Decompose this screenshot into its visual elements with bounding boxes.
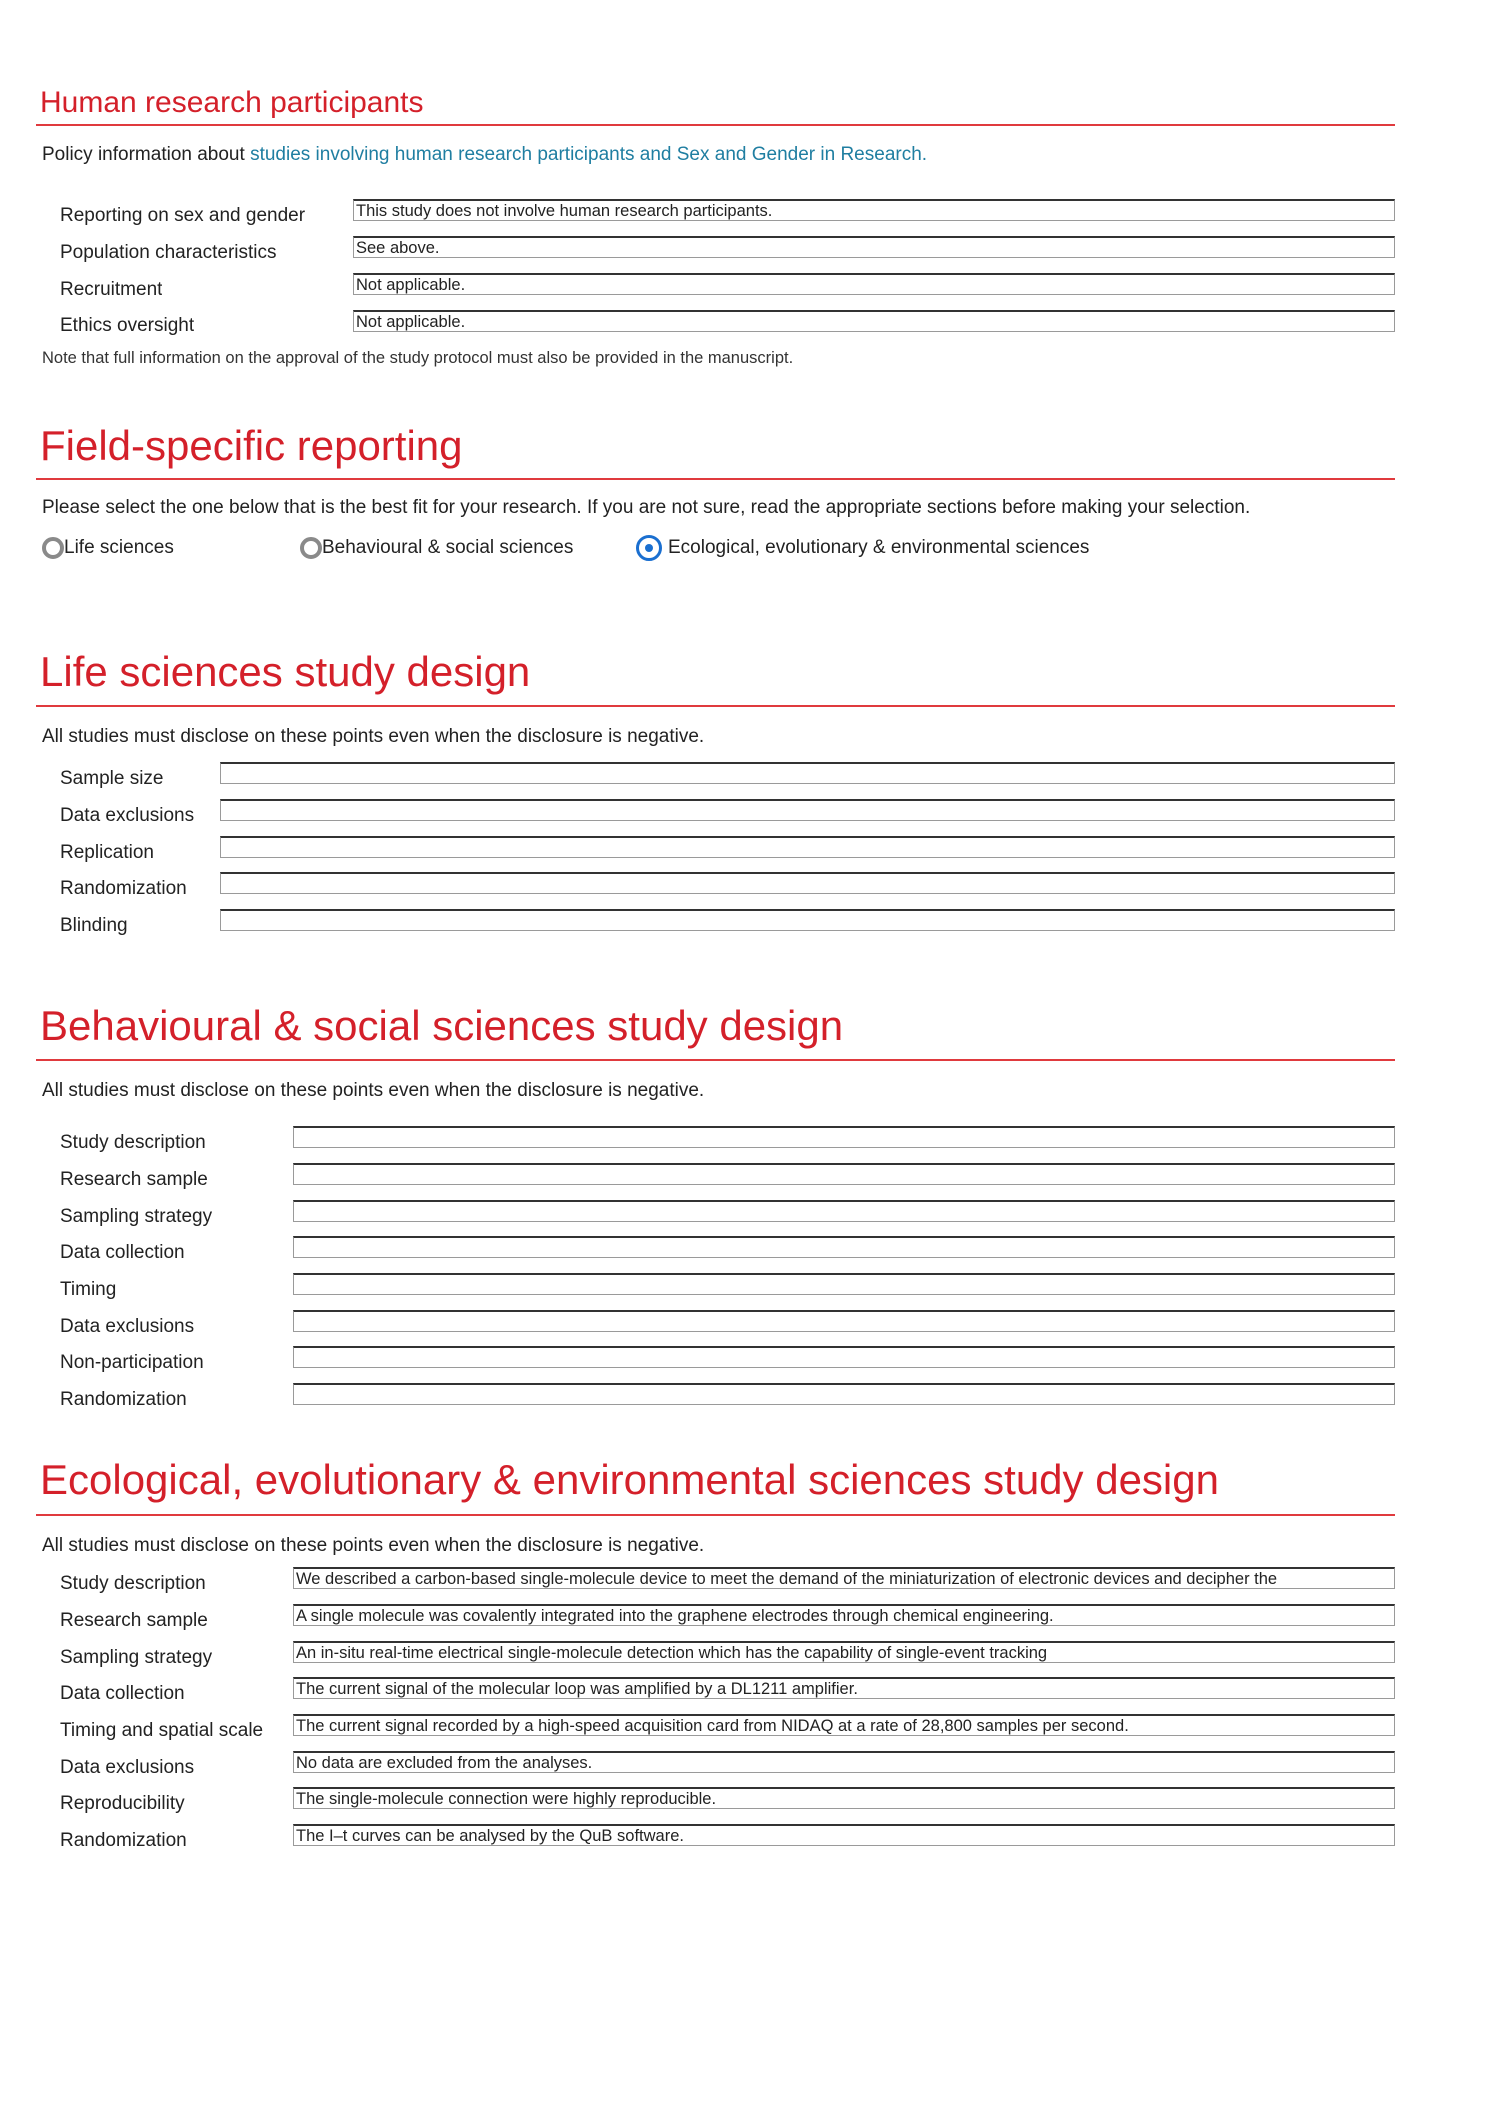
radio-unchecked-icon xyxy=(300,537,322,559)
field-reporting-sex-gender[interactable]: This study does not involve human research participants. xyxy=(353,199,1395,221)
section-divider xyxy=(36,705,1395,707)
field-research-sample[interactable] xyxy=(293,1163,1395,1185)
label-study-description: Study description xyxy=(60,1573,206,1593)
field-data-exclusions[interactable] xyxy=(293,1310,1395,1332)
label-recruitment: Recruitment xyxy=(60,279,163,299)
field-sample-size[interactable] xyxy=(220,762,1395,784)
label-replication: Replication xyxy=(60,842,154,862)
field-randomization[interactable] xyxy=(220,872,1395,894)
field-study-description[interactable]: We described a carbon-based single-molecule device to meet the demand of the miniaturization of electronic devices and decipher the xyxy=(293,1567,1395,1589)
field-replication[interactable] xyxy=(220,836,1395,858)
label-data-exclusions: Data exclusions xyxy=(60,1757,195,1777)
field-data-exclusions[interactable] xyxy=(220,799,1395,821)
approval-note: Note that full information on the approval of the study protocol must also be provided in the manuscript. xyxy=(42,349,794,367)
field-reproducibility[interactable]: The single-molecule connection were highly reproducible. xyxy=(293,1787,1395,1809)
label-data-collection: Data collection xyxy=(60,1683,185,1703)
radio-label: Life sciences xyxy=(64,537,174,558)
section-divider xyxy=(36,124,1395,126)
field-select-intro: Please select the one below that is the best fit for your research. If you are not sure, read the appropriate sections before making your selection. xyxy=(42,497,1251,518)
radio-unchecked-icon xyxy=(42,537,64,559)
label-reporting-sex-gender: Reporting on sex and gender xyxy=(60,205,306,225)
field-randomization[interactable]: The I–t curves can be analysed by the QuB software. xyxy=(293,1824,1395,1846)
label-reproducibility: Reproducibility xyxy=(60,1793,185,1813)
label-population-characteristics: Population characteristics xyxy=(60,242,277,262)
ecological-title: Ecological, evolutionary & environmental sciences study design xyxy=(40,1456,1219,1503)
field-specific-title: Field-specific reporting xyxy=(40,422,463,469)
field-data-exclusions[interactable]: No data are excluded from the analyses. xyxy=(293,1751,1395,1773)
intro-text: Policy information about xyxy=(42,144,251,165)
label-study-description: Study description xyxy=(60,1132,206,1152)
field-ethics-oversight[interactable]: Not applicable. xyxy=(353,310,1395,332)
field-randomization[interactable] xyxy=(293,1383,1395,1405)
radio-label: Behavioural & social sciences xyxy=(322,537,574,558)
label-data-collection: Data collection xyxy=(60,1242,185,1262)
field-blinding[interactable] xyxy=(220,909,1395,931)
field-data-collection[interactable]: The current signal of the molecular loop was amplified by a DL1211 amplifier. xyxy=(293,1677,1395,1699)
field-recruitment[interactable]: Not applicable. xyxy=(353,273,1395,295)
behavioural-title: Behavioural & social sciences study design xyxy=(40,1002,844,1049)
label-ethics-oversight: Ethics oversight xyxy=(60,315,195,335)
policy-link[interactable]: studies involving human research participants and Sex and Gender in Research. xyxy=(250,144,928,165)
label-randomization: Randomization xyxy=(60,1389,187,1409)
label-data-exclusions: Data exclusions xyxy=(60,1316,195,1336)
label-non-participation: Non-participation xyxy=(60,1352,204,1372)
field-non-participation[interactable] xyxy=(293,1346,1395,1368)
life-intro: All studies must disclose on these points even when the disclosure is negative. xyxy=(42,726,705,747)
label-timing-spatial-scale: Timing and spatial scale xyxy=(60,1720,264,1740)
radio-life-sciences[interactable] xyxy=(42,537,174,559)
field-data-collection[interactable] xyxy=(293,1236,1395,1258)
field-timing-spatial-scale[interactable]: The current signal recorded by a high-speed acquisition card from NIDAQ at a rate of 28,800 samples per second. xyxy=(293,1714,1395,1736)
label-blinding: Blinding xyxy=(60,915,128,935)
label-timing: Timing xyxy=(60,1279,117,1299)
field-study-description[interactable] xyxy=(293,1126,1395,1148)
radio-checked-icon xyxy=(636,535,662,561)
section-divider xyxy=(36,1514,1395,1516)
section-divider xyxy=(36,1059,1395,1061)
behavioural-intro: All studies must disclose on these points even when the disclosure is negative. xyxy=(42,1080,705,1101)
life-sciences-title: Life sciences study design xyxy=(40,648,531,695)
label-data-exclusions: Data exclusions xyxy=(60,805,195,825)
field-research-sample[interactable]: A single molecule was covalently integrated into the graphene electrodes through chemical engineering. xyxy=(293,1604,1395,1626)
label-randomization: Randomization xyxy=(60,878,187,898)
field-sampling-strategy[interactable]: An in-situ real-time electrical single-molecule detection which has the capability of single-event tracking xyxy=(293,1641,1395,1663)
label-research-sample: Research sample xyxy=(60,1169,208,1189)
label-research-sample: Research sample xyxy=(60,1610,208,1630)
field-sampling-strategy[interactable] xyxy=(293,1200,1395,1222)
label-sampling-strategy: Sampling strategy xyxy=(60,1647,213,1667)
human-policy-intro xyxy=(42,144,927,166)
field-timing[interactable] xyxy=(293,1273,1395,1295)
human-research-title: Human research participants xyxy=(40,86,424,119)
label-sample-size: Sample size xyxy=(60,768,164,788)
radio-behavioural-social[interactable] xyxy=(300,537,573,559)
label-sampling-strategy: Sampling strategy xyxy=(60,1206,213,1226)
ecological-intro: All studies must disclose on these points even when the disclosure is negative. xyxy=(42,1535,705,1556)
radio-ecological-evolutionary[interactable] xyxy=(636,535,1089,561)
radio-label: Ecological, evolutionary & environmental sciences xyxy=(668,537,1090,558)
field-population-characteristics[interactable]: See above. xyxy=(353,236,1395,258)
label-randomization: Randomization xyxy=(60,1830,187,1850)
section-divider xyxy=(36,478,1395,480)
